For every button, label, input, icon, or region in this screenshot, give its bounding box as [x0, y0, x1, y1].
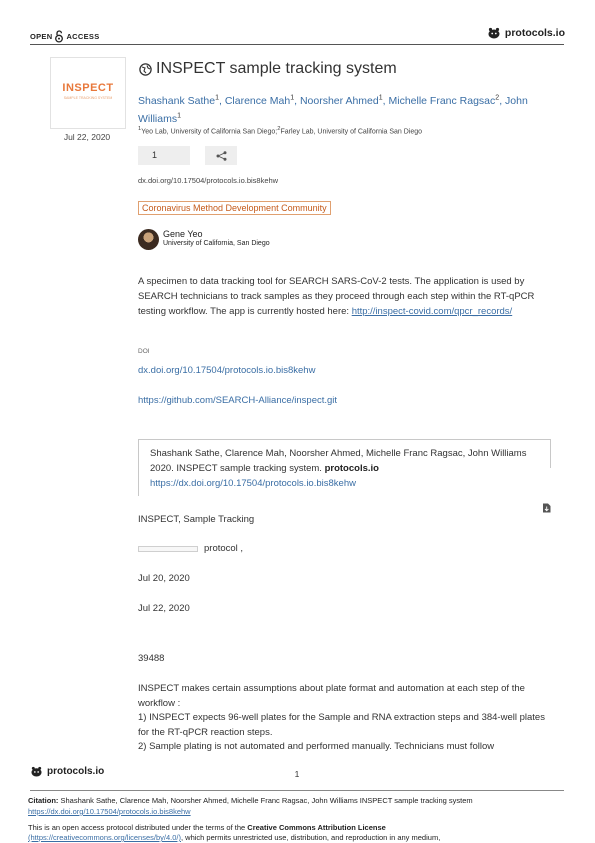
citation-link[interactable]: https://dx.doi.org/10.17504/protocols.io.bis8kehw [150, 478, 356, 489]
protocol-type [138, 543, 243, 554]
footer-brand-text: protocols.io [47, 766, 105, 777]
footer-license: This is an open access protocol distributed under the terms of the Creative Commons Attribution License (https://creativecommons.org/licenses/by/4.0/), which permits unrestricted use, distribution, and reproduction in any medium, [28, 823, 441, 842]
protocol-thumbnail [50, 57, 126, 129]
published-date: Jul 22, 2020 [138, 603, 190, 614]
author-link[interactable]: Shashank Sathe$^1$, [138, 94, 222, 107]
open-lock-icon [54, 30, 64, 43]
access-label: ACCESS [66, 32, 100, 41]
thumbnail-logo-subtitle: SAMPLE TRACKING SYSTEM [63, 96, 113, 100]
share-icon [216, 151, 227, 161]
doi-short: dx.doi.org/10.17504/protocols.io.bis8kehw [138, 176, 279, 185]
author-link[interactable]: John Williams$^1$ [138, 94, 528, 125]
protocol-title-row [139, 60, 397, 78]
footer-citation-link[interactable]: https://dx.doi.org/10.17504/protocols.io.bis8kehw [28, 807, 191, 816]
protocols-io-brand[interactable] [487, 27, 565, 39]
guidelines-text: INSPECT makes certain assumptions about plate format and automation at each step of the workflow : 1) INSPECT expects 96-well plates for the Sample and RNA extraction steps and 384-well plates for the RT-qPCR reaction steps. 2) Sample plating is not automated and performed manually. Technicians must follow [138, 683, 545, 752]
works-for-me-count-button[interactable]: 1 [138, 146, 190, 165]
globe-icon [139, 63, 152, 76]
doi-link[interactable]: dx.doi.org/10.17504/protocols.io.bis8kehw [138, 365, 316, 376]
citation-text: Shashank Sathe, Clarence Mah, Noorsher Ahmed, Michelle Franc Ragsac, John Williams 2020. INSPECT sample tracking system. protocols.io https://dx.doi.org/10.17504/protocols.io.bis8kehw [150, 448, 527, 489]
doi-label: DOI [138, 348, 150, 355]
protocol-id: 39488 [138, 653, 165, 664]
contact-author-institution: University of California, San Diego [163, 240, 270, 247]
author-link[interactable]: Noorsher Ahmed$^1$, [299, 94, 386, 107]
share-button[interactable] [205, 146, 237, 165]
thumbnail-date: Jul 22, 2020 [63, 132, 111, 142]
github-link[interactable]: https://github.com/SEARCH-Alliance/inspect.git [138, 395, 338, 406]
citation-box-edge [550, 439, 551, 468]
abstract: A specimen to data tracking tool for SEARCH SARS-CoV-2 tests. The application is used by SEARCH technicians to track samples as they proceed through each step within the RT-qPCR testing workflow. The app is currently hosted here: http://inspect-covid.com/qpcr_records/ [138, 276, 535, 317]
app-link[interactable]: http://inspect-covid.com/qpcr_records/ [351, 306, 513, 317]
protocol-title: INSPECT sample tracking system [156, 60, 397, 77]
keywords: INSPECT, Sample Tracking [138, 514, 255, 525]
footer-citation: Citation: Shashank Sathe, Clarence Mah, Noorsher Ahmed, Michelle Franc Ragsac, John Williams INSPECT sample tracking system https://dx.doi.org/10.17504/protocols.io.bis8kehw [28, 796, 473, 816]
footer-brand [30, 766, 104, 777]
header-divider [30, 44, 564, 45]
license-link[interactable]: (https://creativecommons.org/licenses/by/4.0/) [28, 833, 181, 842]
open-access-badge [30, 30, 100, 43]
protocols-io-logo-icon [30, 766, 43, 777]
protocol-type-bar [138, 546, 198, 552]
download-icon[interactable] [542, 500, 551, 518]
author-list [138, 90, 558, 127]
protocol-type-label: protocol , [204, 543, 244, 554]
avatar [138, 229, 159, 250]
author-link[interactable]: Clarence Mah$^1$, [224, 94, 298, 107]
affiliations: $^1$Yeo Lab, University of California San Diego;$^2$Farley Lab, University of California San Diego [138, 126, 423, 136]
community-badge[interactable]: Coronavirus Method Development Community [138, 201, 331, 215]
contact-author-name[interactable]: Gene Yeo [163, 229, 203, 239]
page-number: 1 [294, 769, 300, 779]
open-label: OPEN [30, 32, 53, 41]
created-date: Jul 20, 2020 [138, 573, 190, 584]
thumbnail-logo-text: INSPECT [62, 82, 114, 94]
brand-text: protocols.io [504, 27, 565, 39]
protocols-io-logo-icon [487, 27, 501, 39]
footer-divider [30, 790, 564, 791]
author-link[interactable]: Michelle Franc Ragsac$^2$, [388, 94, 503, 107]
